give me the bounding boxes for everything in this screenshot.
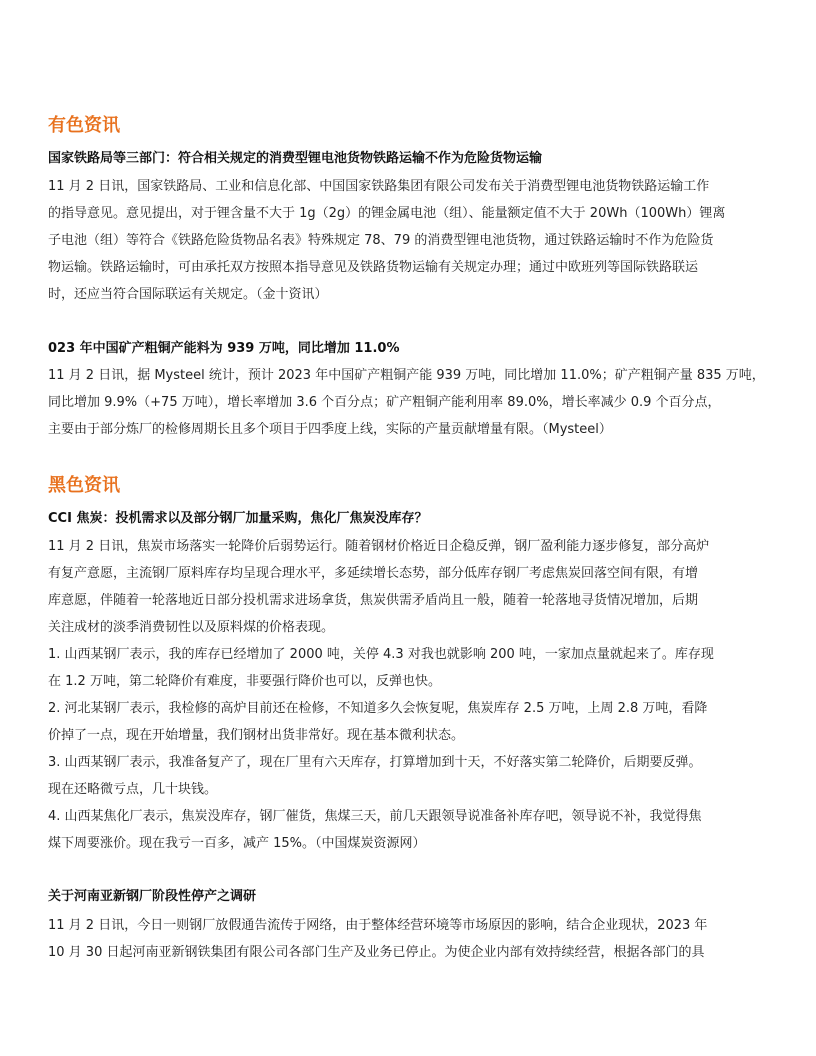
text-line: 现在还略微亏点，几十块钱。 bbox=[48, 782, 218, 797]
section-heading-nonferrous: 有色资讯 bbox=[48, 115, 120, 136]
text-line: 的指导意见。意见提出，对于锂含量不大于 1g（2g）的锂金属电池（组）、能量额定值不大于 20Wh（100Wh）锂离 bbox=[48, 206, 726, 221]
text-line: 11 月 2 日讯，焦炭市场落实一轮降价后弱势运行。随着钢材价格近日企稳反弹，钢厂盈利能力逐步修复，部分高炉 bbox=[48, 539, 710, 554]
text-line: 库意愿，伴随着一轮落地近日部分投机需求进场拿货，焦炭供需矛盾尚且一般，随着一轮落地寻货情况增加，后期 bbox=[48, 593, 699, 608]
text-line: 1. 山西某钢厂表示，我的库存已经增加了 2000 吨，关停 4.3 对我也就影响 200 吨，一家加点量就起来了。库存现 bbox=[48, 647, 714, 662]
text-line: 关注成材的淡季消费韧性以及原料煤的价格表现。 bbox=[48, 620, 335, 635]
text-line: 4. 山西某焦化厂表示，焦炭没库存，钢厂催货，焦煤三天，前几天跟领导说准备补库存吧，领导说不补，我觉得焦 bbox=[48, 809, 702, 824]
text-line: 在 1.2 万吨，第二轮降价有难度，非要强行降价也可以，反弹也快。 bbox=[48, 674, 441, 689]
text-line: 3. 山西某钢厂表示，我准备复产了，现在厂里有六天库存，打算增加到十天，不好落实第二轮降价，后期要反弹。 bbox=[48, 755, 702, 770]
text-line: 11 月 2 日讯，据 Mysteel 统计，预计 2023 年中国矿产粗铜产能 939 万吨，同比增加 11.0%；矿产粗铜产量 835 万吨， bbox=[48, 368, 765, 383]
text-line: 同比增加 9.9%（+75 万吨），增长率增加 3.6 个百分点；矿产粗铜产能利用率 89.0%，增长率减少 0.9 个百分点， bbox=[48, 395, 721, 410]
text-line: 有复产意愿，主流钢厂原料库存均呈现合理水平，多延续增长态势，部分低库存钢厂考虑焦炭回落空间有限，有增 bbox=[48, 566, 699, 581]
text-line: 2. 河北某钢厂表示，我检修的高炉目前还在检修，不知道多久会恢复呢，焦炭库存 2.5 万吨，上周 2.8 万吨，看降 bbox=[48, 701, 708, 716]
text-line: 11 月 2 日讯，今日一则钢厂放假通告流传于网络，由于整体经营环境等市场原因的影响，结合企业现状，2023 年 bbox=[48, 918, 708, 933]
article-body-henan-yaxin bbox=[48, 912, 768, 966]
text-line: 子电池（组）等符合《铁路危险货物品名表》特殊规定 78、79 的消费型锂电池货物，通过铁路运输时不作为危险货 bbox=[48, 233, 714, 248]
text-line: 主要由于部分炼厂的检修周期长且多个项目于四季度上线，实际的产量贡献增量有限。（Mysteel） bbox=[48, 422, 612, 437]
article-body-copper-capacity bbox=[48, 362, 768, 443]
article-title-cci-coke: CCI 焦炭：投机需求以及部分钢厂加量采购，焦化厂焦炭没库存？ bbox=[48, 511, 428, 526]
text-line: 价掉了一点，现在开始增量，我们钢材出货非常好。现在基本微利状态。 bbox=[48, 728, 465, 743]
text-line: 煤下周要涨价。现在我亏一百多，减产 15%。（中国煤炭资源网） bbox=[48, 836, 426, 851]
text-line: 11 月 2 日讯，国家铁路局、工业和信息化部、中国国家铁路集团有限公司发布关于消费型锂电池货物铁路运输工作 bbox=[48, 179, 710, 194]
article-body-cci-coke bbox=[48, 533, 768, 857]
article-title-henan-yaxin: 关于河南亚新钢厂阶段性停产之调研 bbox=[48, 889, 257, 904]
text-line: 10 月 30 日起河南亚新钢铁集团有限公司各部门生产及业务已停止。为使企业内部有效持续经营，根据各部门的具 bbox=[48, 945, 705, 960]
text-line: 物运输。铁路运输时，可由承托双方按照本指导意见及铁路货物运输有关规定办理；通过中欧班列等国际铁路联运 bbox=[48, 260, 699, 275]
article-title-copper-capacity: 023 年中国矿产粗铜产能料为 939 万吨，同比增加 11.0% bbox=[48, 341, 400, 356]
article-body-rail-lithium bbox=[48, 173, 768, 308]
article-title-rail-lithium: 国家铁路局等三部门：符合相关规定的消费型锂电池货物铁路运输不作为危险货物运输 bbox=[48, 151, 543, 166]
section-heading-ferrous: 黑色资讯 bbox=[48, 475, 120, 496]
text-line: 时，还应当符合国际联运有关规定。（金十资讯） bbox=[48, 287, 328, 302]
